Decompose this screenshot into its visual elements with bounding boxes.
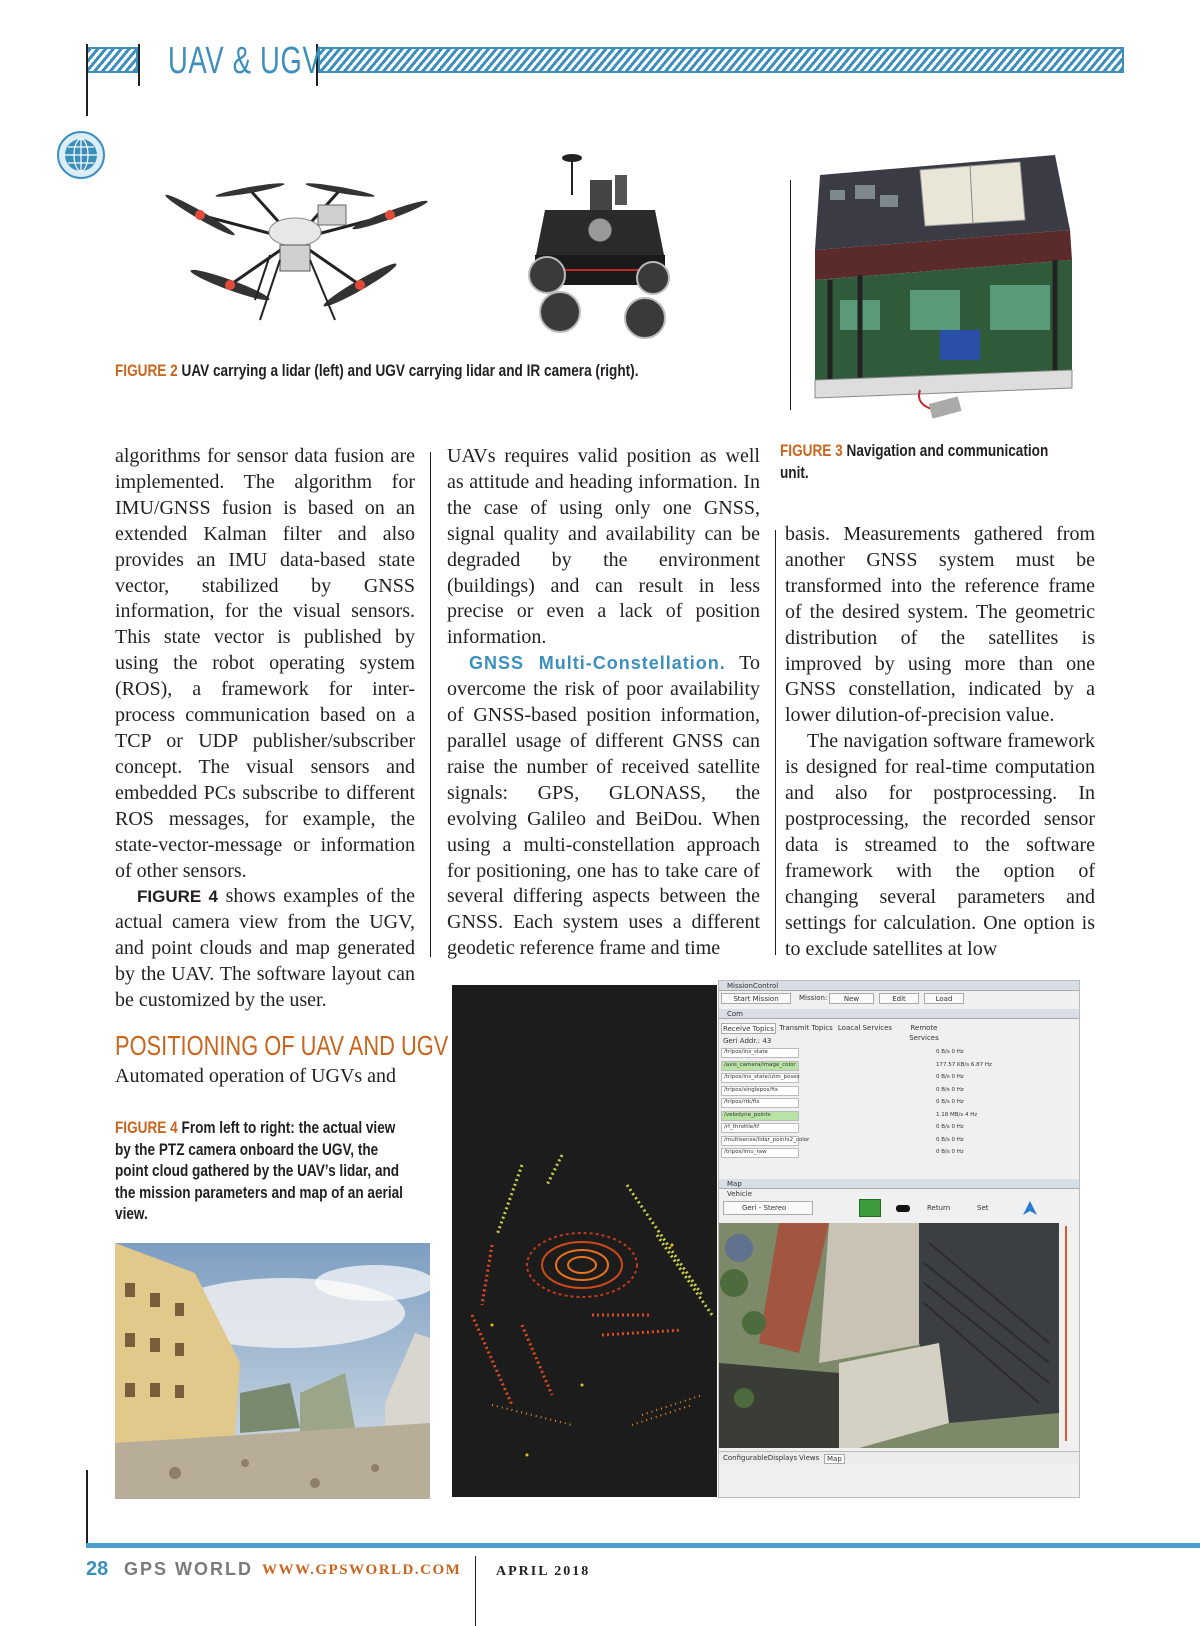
column-1: [115, 444, 415, 1014]
edit-mission-button[interactable]: Edit: [879, 993, 919, 1004]
topic-rate: 0 B/s 0 Hz: [936, 1074, 964, 1080]
table-row[interactable]: [721, 1122, 1075, 1135]
navigation-arrow-icon[interactable]: [1019, 1199, 1041, 1217]
tab-transmit-topics[interactable]: Transmit Topics: [779, 1024, 833, 1032]
body-paragraph: basis. Measurements gathered from another GNSS system must be transformed into the reference frame of the desired system. The geometric distribution of the satellites is improved by using more than one GNSS constellation, indicated by a lower dilution-of-precision value.: [785, 523, 1095, 727]
aerial-map: [719, 1223, 1059, 1448]
table-row[interactable]: [721, 1147, 1075, 1160]
topic-name: /tripos/ins_state: [721, 1048, 799, 1058]
footer-rule: [86, 1543, 1200, 1548]
body-paragraph: UAVs requires valid position as well as attitude and heading information. In the case of using only one GNSS, signal quality and availability can be degraded by the environment (buildings) and can result in less precise or even a lack of position information.: [447, 445, 760, 649]
return-button[interactable]: Return: [927, 1204, 951, 1212]
figure3-caption-text: Navigation and communication: [846, 441, 1049, 460]
column-divider: [775, 530, 776, 955]
column-divider: [430, 452, 431, 957]
topic-rate: 177.57 KB/s 6.87 Hz: [936, 1061, 992, 1068]
magazine-name: GPS WORLD: [124, 1559, 253, 1579]
table-row[interactable]: [721, 1085, 1075, 1098]
table-row[interactable]: [721, 1110, 1075, 1123]
topic-name: /tripos/ins_state/utm_poses: [721, 1073, 799, 1083]
new-mission-button[interactable]: New: [829, 993, 874, 1004]
target-icon[interactable]: [859, 1199, 881, 1217]
address-label: Geri Addr.: 43: [723, 1037, 772, 1045]
table-row[interactable]: [721, 1047, 1075, 1060]
header-rule: [86, 44, 88, 116]
body-paragraph: The navigation software framework is designed for real-time computation and also for postprocessing. In postprocessing, the recorded sensor data is streamed to the software framework with the option of changing several parameters and settings for calculation. One option is to exclude satellites at low: [785, 730, 1095, 960]
figure4-caption: [115, 1117, 475, 1225]
mission-control-titlebar: [719, 981, 1079, 991]
header-rule: [138, 44, 140, 86]
bottom-tab-bar: [719, 1451, 1079, 1465]
figure2-caption-text: UAV carrying a lidar (left) and UGV carrying lidar and IR camera (right).: [181, 361, 639, 380]
subheading: GNSS Multi-Constellation.: [469, 653, 726, 674]
topic-rate: 0 B/s 0 Hz: [936, 1086, 964, 1093]
section-heading: POSITIONING OF UAV AND UGV: [115, 1030, 449, 1061]
column-3: [785, 522, 1095, 962]
ugv-photo: [525, 150, 675, 345]
table-row[interactable]: [721, 1097, 1075, 1110]
globe-icon: [56, 130, 106, 180]
vehicle-select[interactable]: Geri - Stereo: [723, 1201, 813, 1215]
tab-remote-services[interactable]: Remote Services: [909, 1024, 939, 1042]
ptz-camera-view: [115, 1243, 430, 1499]
mission-label: Mission:: [799, 994, 828, 1002]
page-number: 28: [86, 1558, 109, 1580]
column-1-continued: [115, 1064, 415, 1090]
map-slider[interactable]: [1065, 1226, 1067, 1441]
topic-name: /rf_throttle/tf: [721, 1123, 799, 1133]
figure4-label: FIGURE 4: [115, 1118, 178, 1137]
table-row[interactable]: [721, 1135, 1075, 1148]
panel-title: Map: [727, 1180, 742, 1188]
section-title: UAV & UGV: [168, 40, 322, 82]
panel-title: MissionControl: [727, 982, 779, 990]
topic-rate: 0 B/s 0 Hz: [936, 1099, 964, 1105]
topic-rate: 0 B/s 0 Hz: [936, 1136, 964, 1143]
figure2-label: FIGURE 2: [115, 361, 178, 380]
set-button[interactable]: Set: [977, 1204, 989, 1212]
magazine-url[interactable]: WWW.GPSWORLD.COM: [262, 1562, 462, 1578]
uav-photo: [140, 160, 450, 335]
body-paragraph: [115, 884, 415, 1014]
topic-rate: 0 B/s 0 Hz: [936, 1049, 964, 1055]
figure3-caption: [780, 440, 1115, 484]
tab-views[interactable]: Views: [799, 1454, 820, 1462]
figure2-caption: [115, 360, 769, 382]
vehicle-label: Vehicle: [727, 1190, 753, 1198]
topic-rate: 0 B/s 0 Hz: [936, 1149, 964, 1155]
issue-date: APRIL 2018: [496, 1564, 591, 1579]
panel-title: Com: [727, 1010, 743, 1018]
body-paragraph: [447, 651, 760, 962]
figure3-label: FIGURE 3: [780, 441, 843, 460]
topic-name: /tripos/imu_raw: [721, 1148, 799, 1158]
figure4-caption-text: point cloud gathered by the UAV’s lidar, and: [115, 1161, 400, 1180]
body-paragraph: algorithms for sensor data fusion are implemented. The algorithm for IMU/GNSS fusion is based on an extended Kalman filter and also provides an IMU data-based state vector, stabilized by GNSS information, for the visual sensors. This state vector is published by using the robot operating system (ROS), a framework for inter-process communication based on a TCP or UDP publisher/subscriber concept. The visual sensors and embedded PCs subscribe to different ROS messages, for example, the state-vector-message or information of other sensors.: [115, 445, 415, 882]
topic-name: /tripos/rtk/fix: [721, 1098, 799, 1108]
tab-map[interactable]: Map: [824, 1454, 845, 1464]
figure4-caption-text: the mission parameters and map of an aerial: [115, 1182, 403, 1202]
footer-rule: [86, 1470, 88, 1548]
table-row[interactable]: [721, 1060, 1075, 1073]
load-mission-button[interactable]: Load: [924, 993, 964, 1004]
topic-rate: 0 B/s 0 Hz: [936, 1124, 964, 1130]
table-row[interactable]: [721, 1072, 1075, 1085]
footer-separator: [475, 1556, 476, 1626]
body-text: To overcome the risk of poor availability of GNSS-based position information, parallel usage of different GNSS can raise the number of received satellite signals: GPS, GLONASS, the evolving Galileo and BeiDou. When using a multi-constellation approach for positioning, one has to take care of several differing aspects between the GNSS. Each system uses a different geodetic reference frame and time: [447, 652, 760, 960]
column-2: [447, 444, 760, 962]
navigation-unit-photo: [800, 150, 1100, 430]
mission-control-window: [718, 980, 1080, 1498]
body-paragraph: Automated operation of UGVs and: [115, 1065, 397, 1087]
com-panel-titlebar: [719, 1009, 1079, 1019]
figure3-caption-text: unit.: [780, 463, 809, 482]
header-hatch-right: [318, 47, 1124, 73]
topic-name: /multisense/lidar_points2_color: [721, 1136, 799, 1146]
topic-name: /velodyne_points: [721, 1111, 799, 1121]
topic-rate: 1.18 MB/s 4 Hz: [936, 1111, 978, 1118]
map-panel-titlebar: [719, 1179, 1079, 1189]
start-mission-button[interactable]: Start Mission: [721, 993, 791, 1004]
topic-name: /axis_camera/image_color: [721, 1061, 799, 1071]
tab-local-services[interactable]: Loacal Services: [837, 1024, 893, 1032]
figure4-caption-text: by the PTZ camera onboard the UGV, the: [115, 1139, 379, 1159]
header-hatch-left: [86, 47, 138, 73]
topic-table: [721, 1047, 1075, 1160]
figure4-caption-text: From left to right: the actual view: [181, 1118, 396, 1137]
tab-configurable-displays[interactable]: ConfigurableDisplays: [723, 1454, 798, 1462]
column-divider: [790, 180, 791, 410]
gamepad-icon[interactable]: [894, 1201, 912, 1215]
figure-reference: FIGURE 4: [137, 887, 218, 907]
body-text: shows examples of the actual camera view from the UGV, and point clouds and map generated by the UAV. The software layout can be customized by the user.: [115, 885, 415, 1012]
tab-receive-topics[interactable]: Receive Topics: [721, 1023, 776, 1034]
figure4-caption-text: view.: [115, 1204, 148, 1223]
topic-name: /tripos/singlepos/fix: [721, 1086, 799, 1096]
lidar-point-cloud: [452, 985, 717, 1497]
